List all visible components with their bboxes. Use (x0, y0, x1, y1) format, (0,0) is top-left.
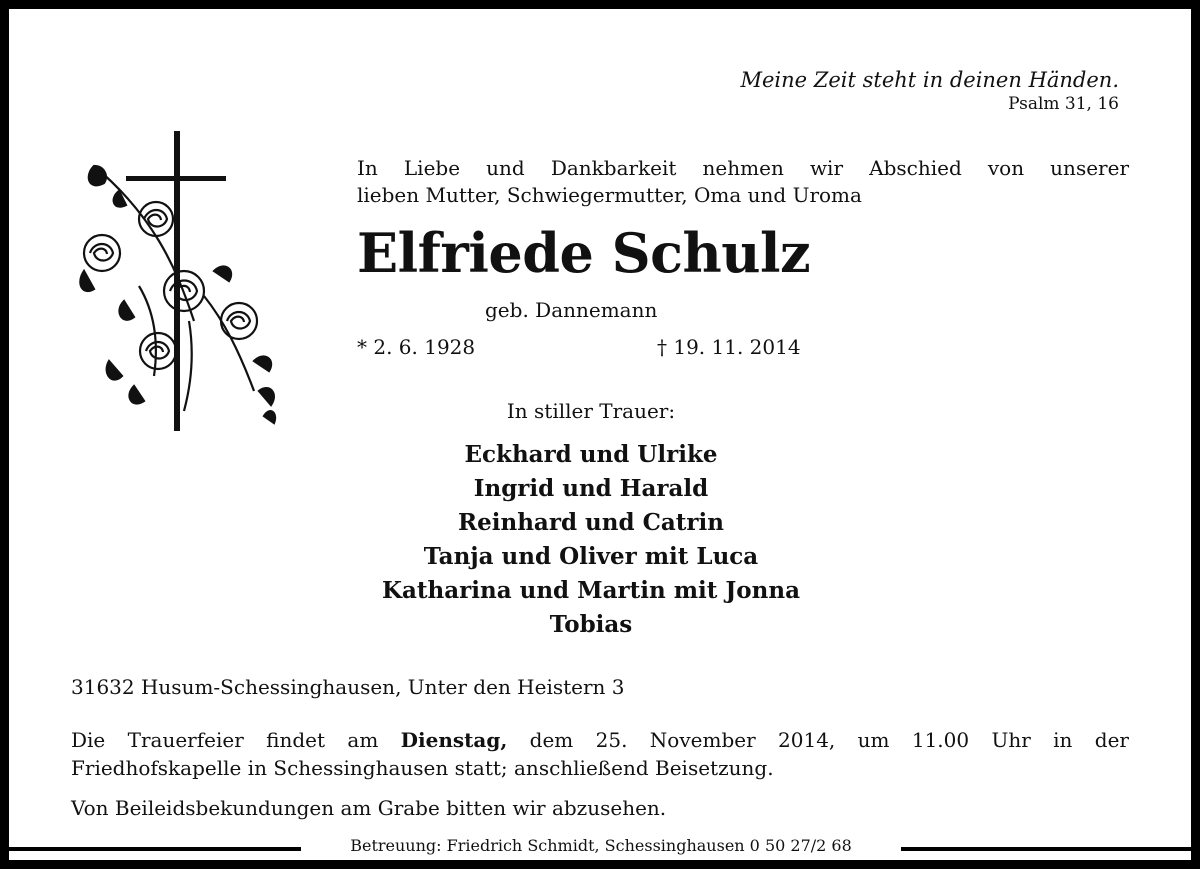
condolence-note: Von Beileidsbekundungen am Grabe bitten wir abzusehen. (71, 796, 667, 820)
mourner-entry: Ingrid und Harald (473, 475, 709, 502)
verse-text: Meine Zeit steht in deinen Händen. (740, 68, 1119, 92)
funeral-home-credit: Betreuung: Friedrich Schmidt, Schessinghausen 0 50 27/2 68 (350, 836, 852, 855)
deceased-name: Elfriede Schulz (357, 221, 811, 285)
service-line-1 (71, 726, 1129, 754)
service-post: dem 25. November 2014, um 11.00 Uhr in der (507, 728, 1129, 752)
rose-1 (139, 202, 173, 236)
mourners-list (357, 438, 825, 642)
mourner-entry: Katharina und Martin mit Jonna (381, 577, 800, 604)
birth-date: * 2. 6. 1928 (357, 335, 476, 359)
cross-with-roses-icon (64, 121, 284, 433)
intro-line-2: lieben Mutter, Schwiegermutter, Oma und Uroma (357, 183, 862, 207)
death-date: † 19. 11. 2014 (657, 335, 801, 359)
family-address: 31632 Husum-Schessinghausen, Unter den Heistern 3 (71, 675, 625, 699)
mourner-entry: Tobias (549, 611, 633, 638)
footer-rule-left (9, 847, 301, 851)
intro-line-1: In Liebe und Dankbarkeit nehmen wir Abschied von unserer (357, 156, 1129, 180)
mourning-label: In stiller Trauer: (506, 399, 676, 423)
mourner-entry: Eckhard und Ulrike (464, 441, 718, 468)
mourner-entry: Reinhard und Catrin (458, 509, 724, 536)
service-day: Dienstag, (400, 728, 508, 752)
service-pre: Die Trauerfeier findet am (71, 728, 401, 752)
service-line-2: Friedhofskapelle in Schessinghausen statt; anschließend Beisetzung. (71, 756, 774, 780)
obituary-notice (9, 9, 1191, 860)
intro-text (357, 155, 1129, 209)
mourner-entry: Tanja und Oliver mit Luca (423, 543, 759, 570)
verse-reference: Psalm 31, 16 (1008, 94, 1119, 114)
bible-verse (741, 67, 1120, 115)
maiden-name: geb. Dannemann (485, 298, 658, 322)
funeral-service-info (71, 726, 1129, 782)
footer-rule-right (901, 847, 1191, 851)
